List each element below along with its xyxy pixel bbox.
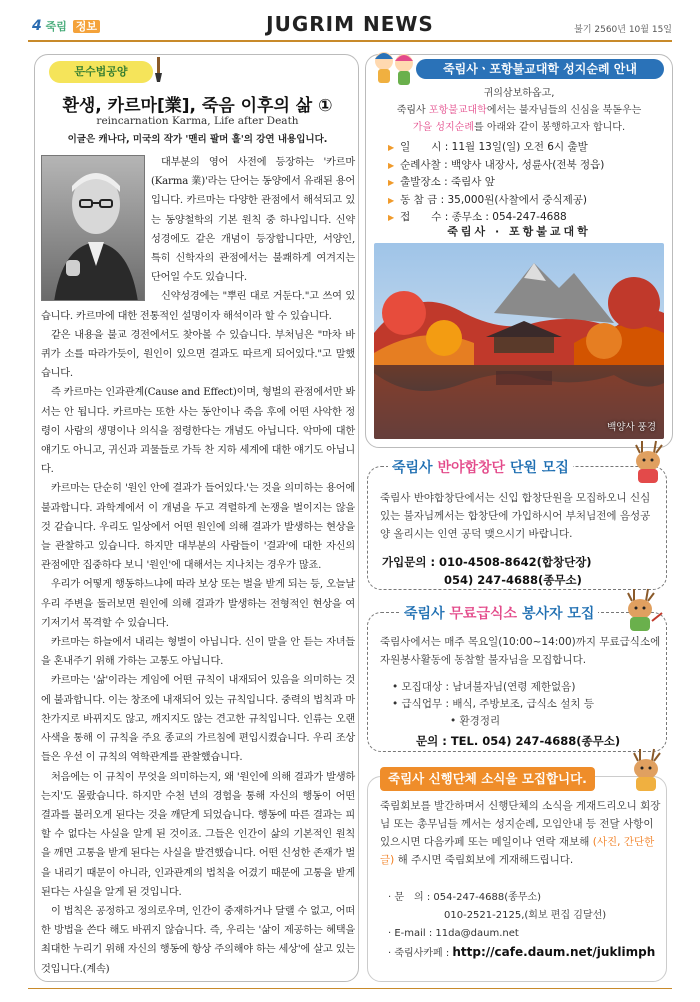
contact-line: 가입문의 : 010-4508-8642(합창단장)	[382, 555, 592, 569]
article-paragraph: 카르마는 '삶'이라는 게임에 어떤 규칙이 내재되어 있음을 의미하는 것에 불과합니다. 이는 창조에 내재되어 있는 규칙입니다. 중력의 법칙과 마찬가지로 바뀌지도 않고, 깨지지도 않는 견고한 규칙입니다. 인류는 오랜 사색을 통해 이 규칙을 주요 종교의 가르침에 편입시켰습니다. 우리 조상들은 우선 이 규칙의 역학관계를 관찰했습니다.	[41, 675, 355, 764]
article-paragraph: 우리가 어떻게 행동하느냐에 따라 보상 또는 벌을 받게 되는 등, 오늘날 우리 주변을 둘러보면 원인에 의해 결과가 발생하는 전형적인 현상을 여기저기서 목격할 수 있습니다.	[41, 579, 355, 629]
article-panel	[34, 54, 359, 982]
choir-recruit-panel	[367, 460, 667, 590]
article-paragraph: 같은 내용을 불교 경전에서도 찾아볼 수 있습니다. 부처님은 "마차 바퀴가 소를 따라가듯이, 원인이 있으면 결과도 따르게 되어있다."고 말했습니다.	[41, 329, 355, 380]
news-text: 해 주시면 죽림회보에 게재해드립니다.	[394, 854, 574, 866]
cafe-label: · 죽림사카페 :	[388, 948, 453, 959]
greeting-text: 죽림사	[396, 105, 429, 116]
greeting-line	[366, 102, 672, 119]
news-highlight: (사진, 간단한 글)	[380, 836, 655, 866]
article-paragraph: 신약성경에는 "뿌린 대로 거둔다."고 쓰여 있습니다. 카르마에 대한 전통적인 설명이자 해석이라 할 수 있습니다.	[41, 291, 355, 322]
temple-landscape-image	[374, 243, 664, 439]
choir-contact	[382, 553, 592, 589]
detail-item: • 환경정리	[392, 713, 662, 730]
deer-mascot-icon	[618, 587, 664, 633]
volunteer-contact: 문의 : TEL. 054) 247-4688(종무소)	[416, 734, 621, 748]
detail-item: ▶ 동 참 금 : 35,000원(사찰에서 중식제공)	[388, 192, 658, 210]
article-paragraph: 카르마는 단순히 '원인 안에 결과가 들어있다.'는 것을 의미하는 용어에 불과합니다. 과학계에서 이 개념을 두고 격렬하게 논쟁을 벌이지는 않을 것 같습니다. 우리도 일상에서 어떤 원인에 의해 결과가 발생하는 현상을 늘 관찰하고 있습니다. 하지만 대부분의 사람들이 '결과'에 대한 자신의 관점에만 집중하다 보니 '원인'에 대해서는 지나치는 경우가 많죠.	[41, 483, 355, 572]
pilgrimage-details	[388, 139, 658, 227]
detail-item: ▶ 일 시 : 11월 13일(일) 오전 6시 출발	[388, 139, 658, 157]
article-intro: 이글은 캐나다, 미국의 작가 '맨리 팔머 홀'의 강연 내용입니다.	[67, 134, 328, 145]
article-title: 환생, 카르마[業], 죽음 이후의 삶 ①	[62, 96, 333, 116]
page-number: 4	[32, 18, 42, 34]
volunteer-body: 죽림사에서는 매주 목요일(10:00~14:00)까지 무료급식소에 자원봉사활동에 동참할 불자님을 모집합니다.	[380, 636, 661, 666]
title-text: 죽림사	[404, 606, 450, 622]
cafe-link[interactable]: http://cafe.daum.net/juklimph	[452, 945, 656, 959]
article-paragraph: 즉 카르마는 인과관계(Cause and Effect)이며, 형벌의 관점에서만 봐서는 안 됩니다. 카르마는 또한 사는 동안이나 죽음 후에 어떤 사악한 정령이 사람의 생명이나 의식을 점령한다는 개념도 아닙니다. 악마에 대한 얘기도 아니고, 귀신과 괴물들로 가득 찬 지하 세계에 대한 얘기도 아닙니다.	[41, 387, 355, 476]
contact-line: · E-mail : 11da@daum.net	[388, 928, 519, 939]
greeting-line	[366, 119, 672, 136]
brand-name: 죽림	[45, 20, 67, 33]
issue-date: 불기 2560년 10월 15일	[574, 25, 672, 35]
news-body	[380, 797, 662, 869]
pilgrimage-title: 죽림사ㆍ포항불교대학 성지순례 안내	[416, 59, 664, 79]
page-header	[0, 0, 700, 44]
volunteer-recruit-panel	[367, 606, 667, 752]
section-tag: 문수법공양	[49, 61, 153, 83]
contact-line	[388, 943, 664, 963]
contact-line: · 문 의 : 054-247-4688(종무소)	[388, 892, 542, 903]
header-rule	[28, 40, 672, 42]
greeting-text: 를 아래와 같이 봉행하고자 합니다.	[474, 122, 626, 133]
greeting-highlight: 포항불교대학	[428, 105, 487, 116]
children-icon	[370, 47, 420, 87]
news-recruit-panel	[367, 771, 667, 982]
organizer: 죽림사 · 포항불교대학	[447, 225, 591, 238]
article-body	[41, 153, 355, 979]
brand-tag: 정보	[73, 20, 100, 33]
choir-body: 죽림사 반야합창단에서는 신입 합창단원을 모집하오니 신심있는 불자님께서는 합창단에 가입하시어 부처님전에 음성공양 올리시는 인연 공덕 맺으시기 바랍니다.	[380, 492, 651, 540]
article-paragraph: 카르마는 하늘에서 내리는 형벌이 아닙니다. 신이 말을 안 듣는 자녀들을 혼내주기 위해 가하는 고통도 아닙니다.	[41, 637, 355, 668]
title-highlight: 무료급식소	[449, 606, 518, 622]
title-highlight: 반야합창단	[437, 460, 506, 476]
article-subtitle: reincarnation Karma, Life after Death	[96, 115, 299, 127]
detail-item: ▶ 접 수 : 종무소 : 054-247-4688	[388, 209, 658, 227]
detail-item: ▶ 순례사찰 : 백양사 내장사, 성륜사(전북 정읍)	[388, 157, 658, 175]
article-paragraph: 이 법칙은 공정하고 정의로우며, 인간이 중재하거나 달랠 수 없고, 어떠한 방법을 쓴다 해도 바뀌지 않습니다. 즉, 우리는 '삶이 제공하는 혜택을 최대한 누리기 위해 자신의 행동에 항상 주의해야 하는 세상'에 살고 있는 것입니다.(계속)	[41, 905, 355, 975]
detail-item: • 급식업무 : 배식, 주방보조, 급식소 설치 등	[392, 696, 662, 713]
article-paragraph: 처음에는 이 규칙이 무엇을 의미하는지, 왜 '원인에 의해 결과가 발생하는지'도 몰랐습니다. 하지만 수천 년의 경험을 통해 자신의 행동이 어떤 결과를 불러오게 된다는 것을 깨닫게 되었습니다. 행동에 따른 결과는 피할 수 없다는 사실을 알게 된 것이죠. 그들은 인간이 삶의 기본적인 원칙을 깨면 고통을 받게 된다는 사실을 발견했습니다. 어떤 신성한 존재가 벌을 내리기 때문이 아니라, 인과관계의 법칙을 어겼기 때문에 고통을 받게 된다는 사실을 알게 된 것입니다.	[41, 771, 355, 898]
choir-title	[388, 457, 573, 477]
temple-photo	[374, 243, 664, 439]
pilgrimage-greeting	[366, 85, 672, 136]
volunteer-details	[392, 679, 662, 730]
news-title: 죽림사 신행단체 소식을 모집합니다.	[380, 767, 595, 791]
deer-mascot-icon	[626, 439, 670, 485]
pilgrimage-panel	[365, 54, 673, 448]
greeting-highlight: 가을 성지순례	[412, 122, 474, 133]
contact-line: 010-2521-2125,(회보 편집 김달선)	[444, 910, 607, 921]
news-contacts	[388, 889, 664, 963]
photo-caption: 백양사 풍경	[607, 422, 656, 433]
title-text: 봉사자 모집	[517, 606, 595, 622]
newsletter-title: JUGRIM NEWS	[266, 12, 434, 36]
contact-line: 054) 247-4688(종무소)	[444, 573, 582, 587]
deer-mascot-icon	[624, 747, 670, 793]
article-paragraph: 대부분의 영어 사전에 등장하는 '카르마(Karma 業)'라는 단어는 동양에서 유래된 용어입니다. 카르마는 다양한 관점에서 해석되고 있는 동양철학의 기본 원칙 중 하나입니다. 신약성경에도 같은 개념이 등장합니다만, 서양인, 특히 신학자의 관점에서는 불쾌하게 여겨지는 단어일 수도 있습니다.	[151, 157, 355, 284]
title-text: 단원 모집	[505, 460, 569, 476]
title-text: 죽림사	[392, 460, 438, 476]
greeting-line: 귀의삼보하옵고,	[483, 88, 555, 99]
detail-item: ▶ 출발장소 : 죽림사 앞	[388, 174, 658, 192]
footer-rule	[28, 988, 672, 989]
brush-icon	[149, 57, 167, 83]
detail-item: • 모집대상 : 남녀불자님(연령 제한없음)	[392, 679, 662, 696]
volunteer-title	[400, 603, 598, 623]
news-text: 죽림회보를 발간하며서 신행단체의 소식을 게재드리오니 회장님 또는 총무님들 께서는 성지순례, 모임안내 등 전달 사항이 있으시면 다음카페 또는 메일이나 연락 재보해	[380, 800, 661, 848]
greeting-text: 에서는 불자님들의 신심을 북돋우는	[486, 105, 642, 116]
